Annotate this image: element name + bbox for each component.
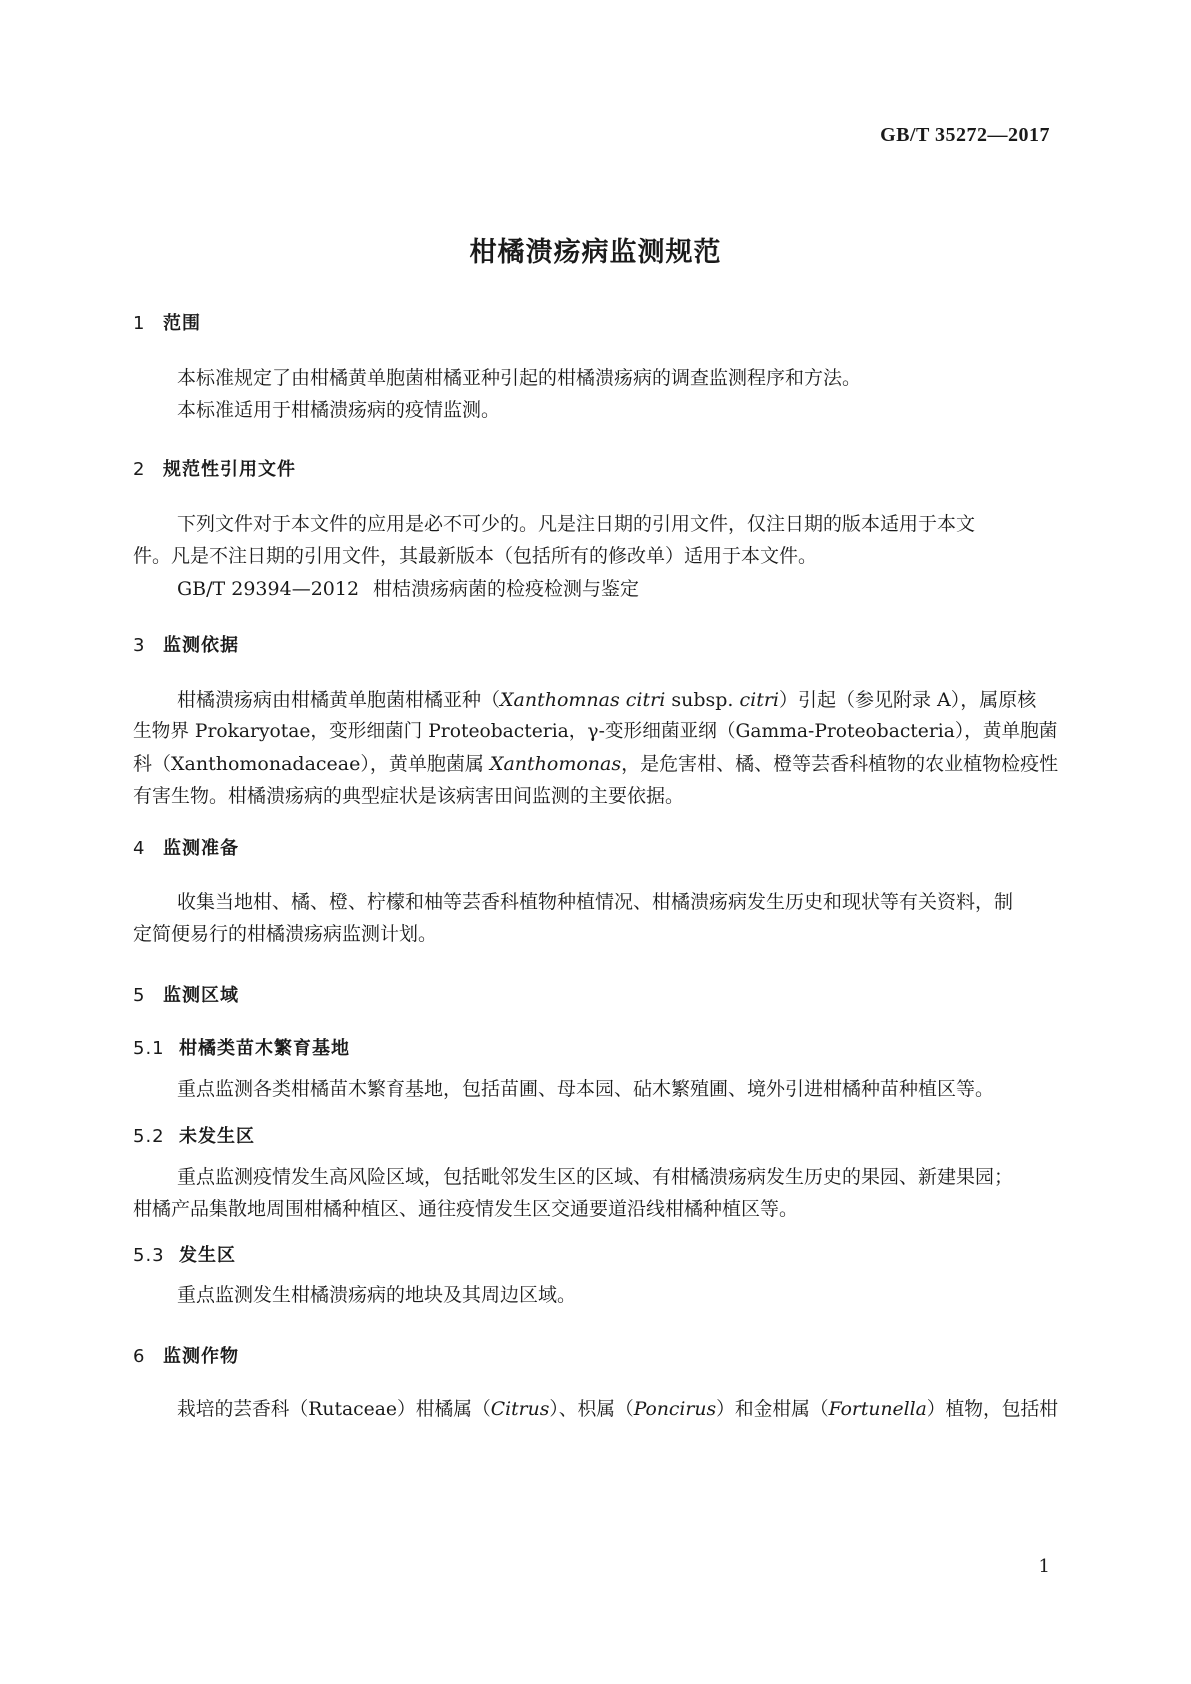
paragraph-line: 生物界 Prokaryotae，变形细菌门 Proteobacteria，γ-变形细菌亚纲（Gamma-Proteobacteria），黄单胞菌 (133, 721, 1058, 742)
paragraph-line: 重点监测疫情发生高风险区域，包括毗邻发生区的区域、有柑橘溃疡病发生历史的果园、新建果园； (177, 1166, 1014, 1188)
section-number: 2 (133, 459, 146, 480)
paragraph-line: 柑橘产品集散地周围柑橘种植区、通往疫情发生区交通要道沿线柑橘种植区等。 (133, 1198, 799, 1220)
section-title: 范围 (163, 313, 201, 334)
species-name: citri (739, 689, 780, 711)
section-heading-monitoring-basis (133, 631, 239, 657)
reference-code: GB/T 29394—2012 (177, 578, 360, 600)
document-title: 柑橘溃疡病监测规范 (469, 237, 722, 268)
section-heading-monitoring-area (133, 981, 239, 1007)
genus-name: Poncirus (633, 1399, 717, 1420)
subsection-5-3-body (133, 1279, 1059, 1311)
section-number: 5 (133, 985, 146, 1006)
subsection-heading-non-occurrence-area (133, 1122, 255, 1148)
subsection-number: 5.3 (133, 1245, 165, 1266)
section-number: 6 (133, 1346, 146, 1367)
normative-reference (177, 574, 639, 601)
section-number: 1 (133, 313, 146, 334)
subsection-number: 5.1 (133, 1038, 165, 1059)
section-heading-scope (133, 309, 201, 335)
paragraph-line: 件。凡是不注日期的引用文件，其最新版本（包括所有的修改单）适用于本文件。 (133, 545, 818, 567)
paragraph-line: 柑橘溃疡病由柑橘黄单胞菌柑橘亚种（Xanthomnas citri subsp. citri）引起（参见附录 A），属原核 (177, 689, 1037, 711)
subsection-title: 未发生区 (179, 1126, 255, 1147)
genus-name: Xanthomonas (489, 753, 622, 775)
standard-code: GB/T 35272—2017 (880, 124, 1050, 146)
subsection-5-1-body (133, 1073, 1059, 1105)
section-1-body (133, 362, 1059, 426)
paragraph: 重点监测各类柑橘苗木繁育基地，包括苗圃、母本园、砧木繁殖圃、境外引进柑橘种苗种植区等。 (177, 1078, 995, 1100)
section-title: 规范性引用文件 (163, 459, 296, 480)
section-heading-monitored-crops (133, 1342, 239, 1368)
section-6-body (133, 1394, 1059, 1426)
paragraph-line: 收集当地柑、橘、橙、柠檬和柚等芸香科植物种植情况、柑橘溃疡病发生历史和现状等有关资料，制 (177, 891, 1014, 913)
section-title: 监测作物 (163, 1346, 239, 1367)
section-number: 3 (133, 635, 146, 656)
paragraph-line: 有害生物。柑橘溃疡病的典型症状是该病害田间监测的主要依据。 (133, 785, 685, 807)
section-number: 4 (133, 838, 146, 859)
section-4-body (133, 886, 1059, 950)
page-number: 1 (1038, 1556, 1050, 1577)
paragraph: 重点监测发生柑橘溃疡病的地块及其周边区域。 (177, 1284, 577, 1306)
section-title: 监测准备 (163, 838, 239, 859)
paragraph-line: 科（Xanthomonadaceae），黄单胞菌属 Xanthomonas，是危害柑、橘、橙等芸香科植物的农业植物检疫性 (133, 753, 1059, 775)
section-2-body (133, 508, 1059, 572)
species-name: Xanthomnas citri (500, 689, 666, 711)
section-heading-monitoring-preparation (133, 834, 239, 860)
subsection-title: 发生区 (179, 1245, 236, 1266)
section-title: 监测区域 (163, 985, 239, 1006)
paragraph-line: 栽培的芸香科（Rutaceae）柑橘属（Citrus）、枳属（Poncirus）和金柑属（Fortunella）植物，包括柑 (177, 1399, 1059, 1420)
reference-title: 柑桔溃疡病菌的检疫检测与鉴定 (373, 578, 640, 600)
subsection-title: 柑橘类苗木繁育基地 (179, 1038, 350, 1059)
subsection-heading-occurrence-area (133, 1241, 236, 1267)
subsection-heading-nursery-base (133, 1034, 350, 1060)
section-title: 监测依据 (163, 635, 239, 656)
section-heading-normative-references (133, 455, 296, 481)
paragraph: 本标准适用于柑橘溃疡病的疫情监测。 (177, 399, 501, 421)
genus-name: Fortunella (828, 1399, 927, 1420)
subsection-5-2-body (133, 1161, 1059, 1225)
paragraph: 本标准规定了由柑橘黄单胞菌柑橘亚种引起的柑橘溃疡病的调查监测程序和方法。 (177, 367, 862, 389)
section-3-body (133, 684, 1059, 812)
paragraph-line: 下列文件对于本文件的应用是必不可少的。凡是注日期的引用文件，仅注日期的版本适用于本文 (177, 513, 976, 535)
subsection-number: 5.2 (133, 1126, 165, 1147)
genus-name: Citrus (490, 1399, 550, 1420)
paragraph-line: 定简便易行的柑橘溃疡病监测计划。 (133, 923, 438, 945)
